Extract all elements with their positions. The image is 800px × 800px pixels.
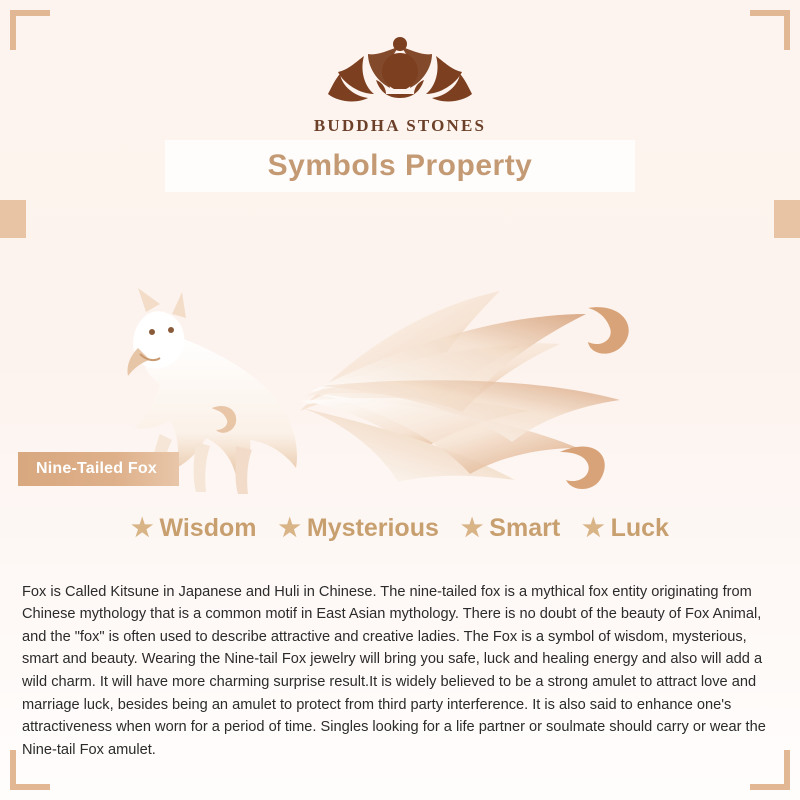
brand-logo xyxy=(0,26,800,136)
illustration-label-tag xyxy=(18,452,179,486)
star-icon: ★ xyxy=(460,514,484,542)
description-paragraph: Fox is Called Kitsune in Japanese and Huli in Chinese. The nine-tailed fox is a mythical fox entity originating from Chinese mythology that is a common motif in East Asian mythology. There is no doubt of the beauty of Fox Animal, and the "fox" is often used to describe attractive and creative ladies. The Fox is a symbol of wisdom, mysterious, smart and beauty. Wearing the Nine-tail Fox jewelry will bring you safe, luck and healing energy and also will add a wild charm. It will have more charming surprise result.It is widely believed to be a strong amulet to attract love and marriage luck, besides being an amulet to protect from third party interference. It is also said to enhance one's attractiveness when worn for a period of time. Singles looking for a life partner or soulmate should carry or wear the Nine-tail Fox amulet. xyxy=(22,583,766,758)
lotus-meditation-icon xyxy=(0,26,800,112)
star-icon: ★ xyxy=(278,514,301,542)
keyword-item-mysterious xyxy=(278,514,438,543)
illustration-label-text: Nine-Tailed Fox xyxy=(36,460,157,477)
keyword-list xyxy=(0,514,800,543)
keyword-item-smart xyxy=(461,514,560,543)
title-banner xyxy=(165,140,635,192)
nine-tailed-fox-illustration xyxy=(0,196,800,496)
brand-name: BUDDHA STONES xyxy=(313,116,487,135)
star-icon: ★ xyxy=(131,514,154,542)
keyword-label: Smart xyxy=(489,514,561,542)
keyword-item-luck xyxy=(582,514,669,543)
star-icon: ★ xyxy=(582,514,605,542)
keyword-label: Wisdom xyxy=(159,514,257,542)
keyword-label: Mysterious xyxy=(306,514,439,542)
page-title: Symbols Property xyxy=(267,149,533,182)
keyword-label: Luck xyxy=(610,514,669,542)
keyword-item-wisdom xyxy=(131,514,256,543)
